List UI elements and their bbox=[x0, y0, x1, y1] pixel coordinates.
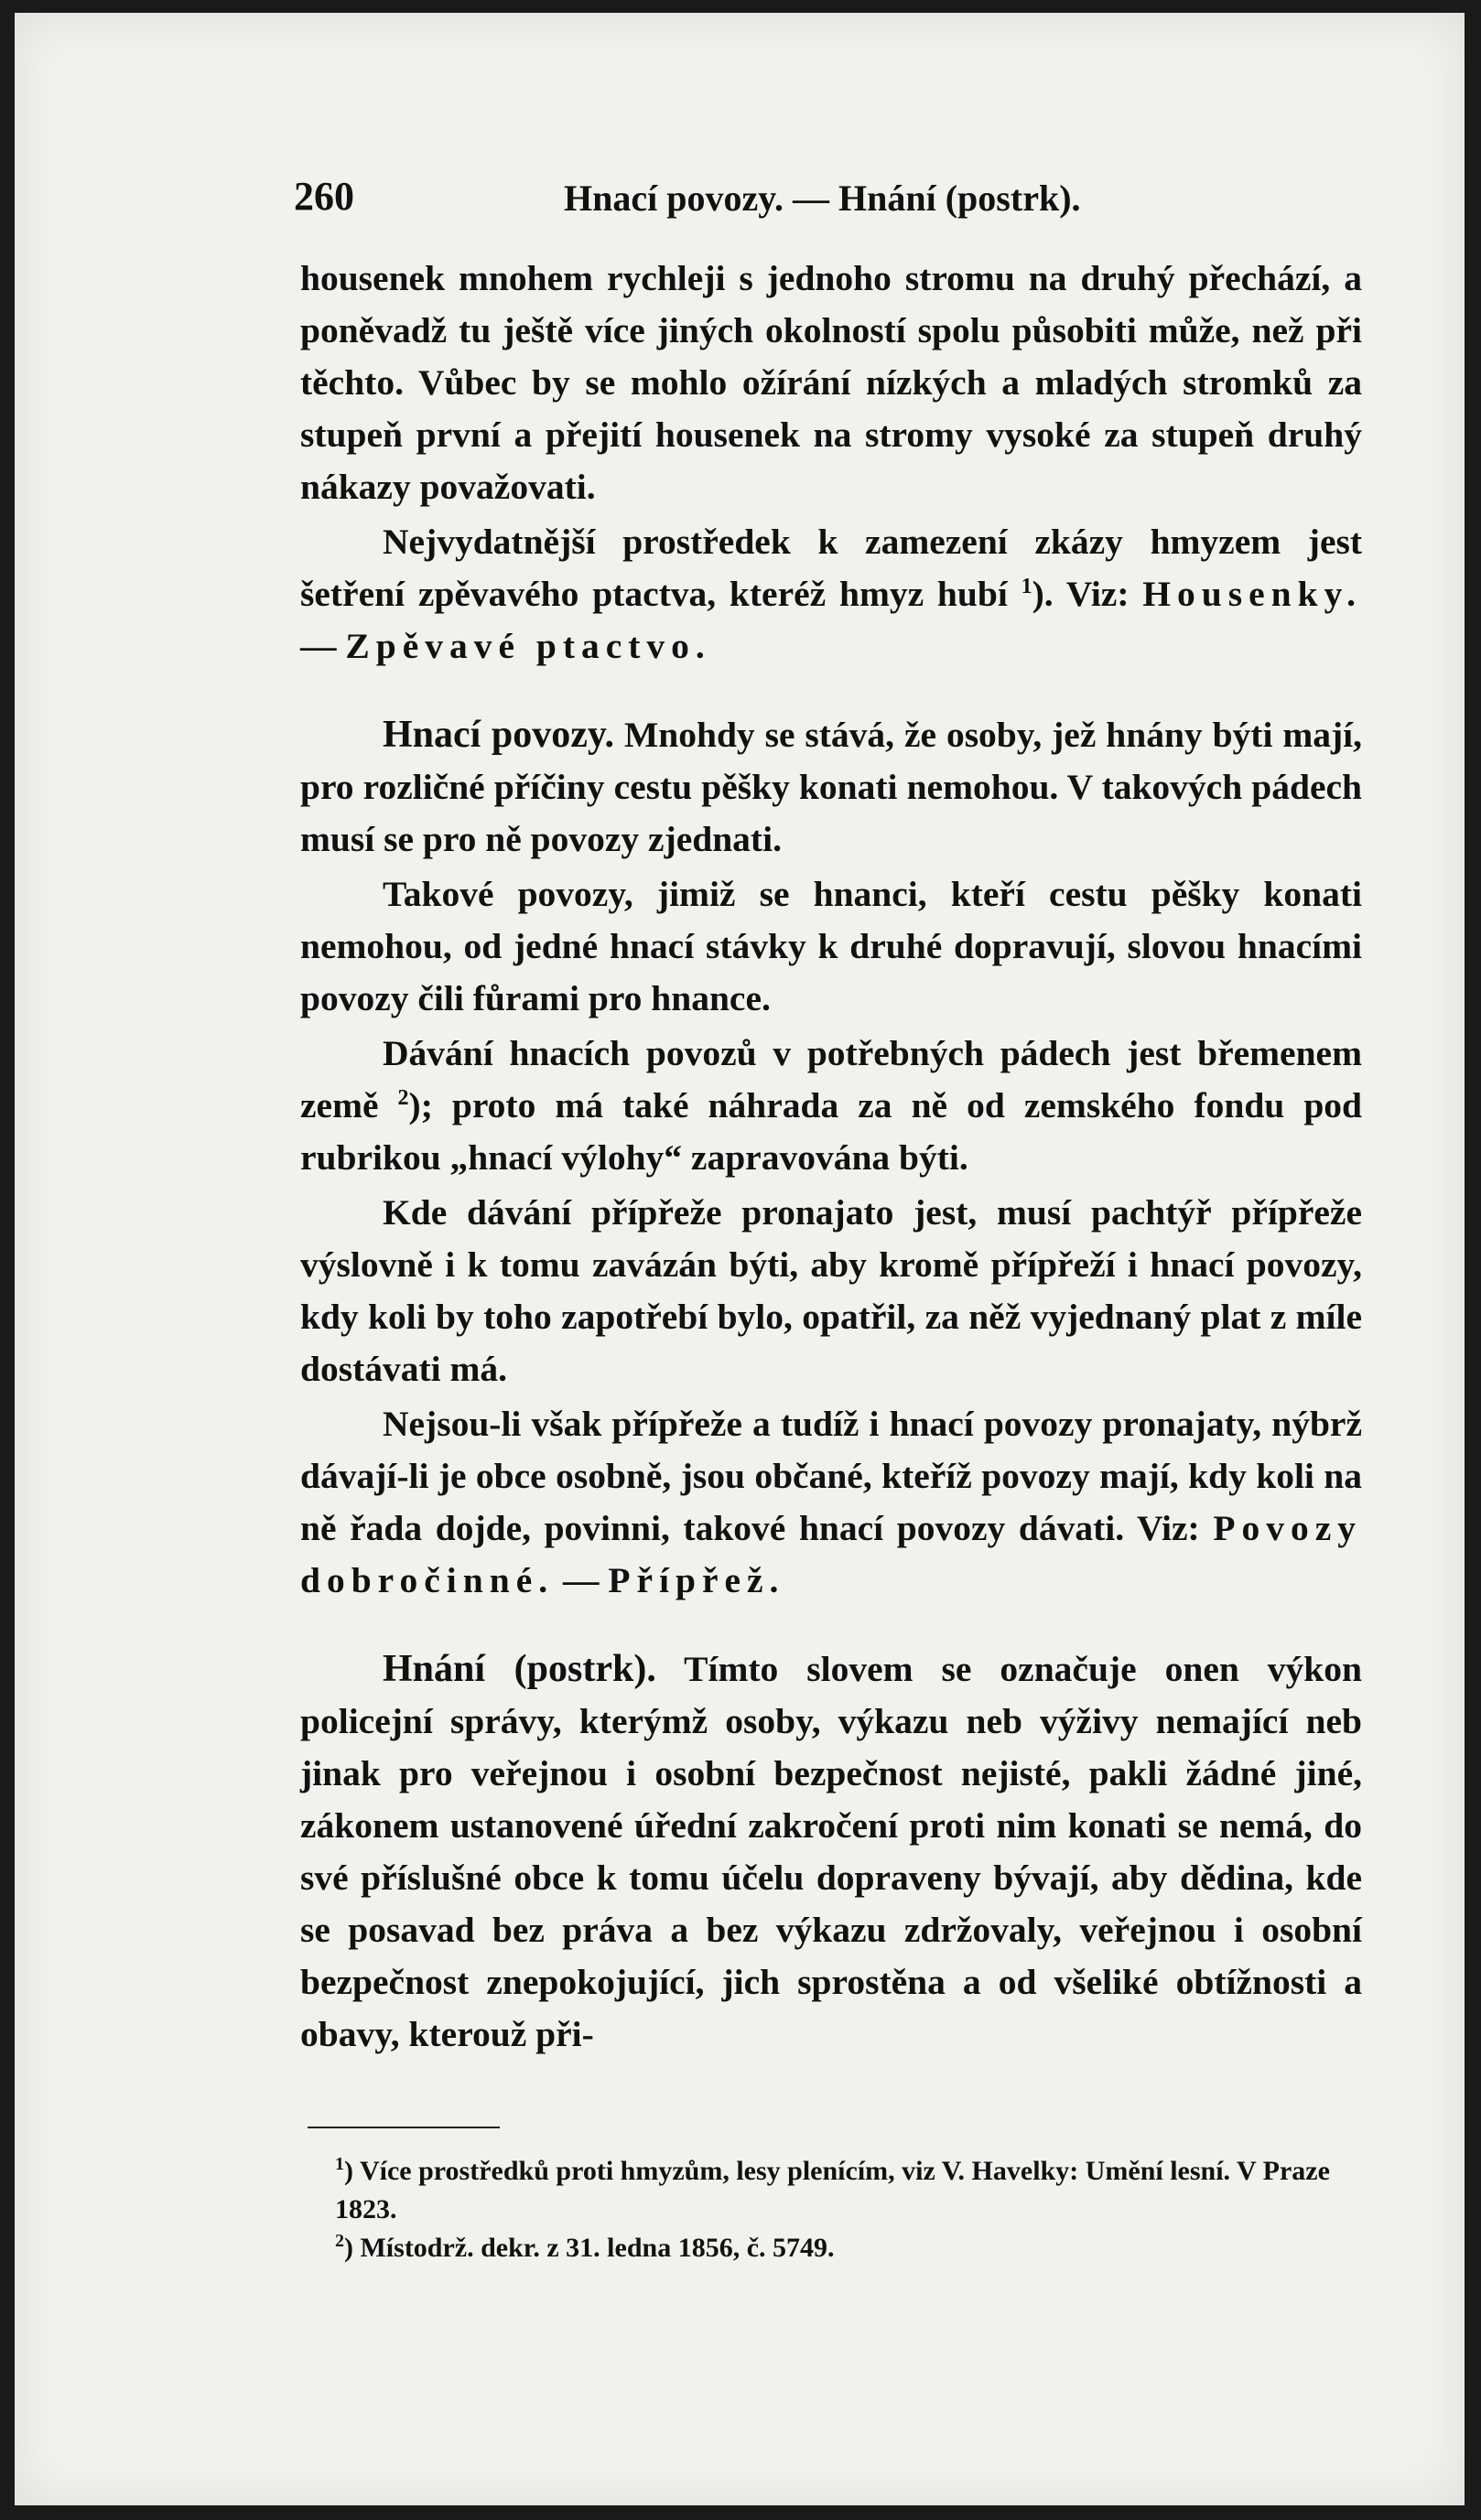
dash: — bbox=[300, 626, 337, 666]
footnote bbox=[335, 2229, 1360, 2267]
paragraph-text: Dávání hnacích povozů v potřebných pádech jest břemenem země bbox=[300, 1033, 1362, 1125]
footnote-ref: 2 bbox=[397, 1085, 409, 1110]
entry-paragraph bbox=[300, 1643, 1362, 2061]
entry-title: Hnání (postrk). bbox=[383, 1648, 656, 1690]
paragraph bbox=[300, 516, 1362, 673]
footnote-mark: 1 bbox=[335, 2154, 344, 2174]
paragraph: housenek mnohem rychleji s jednoho stromu na druhý přechází, a poněvadž tu ještě více jiných okolností spolu působiti může, než při těchto. Vůbec by se mohlo ožírání nízkých a mladých stromků za stupeň první a přejití housenek na stromy vysoké za stupeň druhý nákazy považovati. bbox=[300, 258, 1362, 507]
paragraph: Kde dávání přípřeže pronajato jest, musí pachtýř přípřeže výslovně i k tomu zavázán býti, aby kromě přípřeží i hnací povozy, kdy koli by toho zapotřebí bylo, opatřil, za něž vyjednaný plat z míle dostávati má. bbox=[300, 1192, 1362, 1389]
main-text bbox=[300, 253, 1362, 2061]
footnote bbox=[335, 2152, 1360, 2229]
footnote-divider bbox=[308, 2127, 500, 2128]
cross-reference: Povozy dobročinné. bbox=[300, 1508, 1362, 1600]
paragraph-text: Nejsou-li však přípřeže a tudíž i hnací povozy pronajaty, nýbrž dávají-li je obce osobně, jsou občané, kteříž povozy mají, kdy koli na ně řada dojde, povinni, takové hnací povozy dávati. Viz: bbox=[300, 1404, 1362, 1548]
cross-reference: Zpěvavé ptactvo. bbox=[345, 626, 711, 666]
paragraph-text: Mnohdy se stává, že osoby, jež hnány býti mají, pro rozličné příčiny cestu pěšky konati nemohou. V takových pádech musí se pro ně povozy zjednati. bbox=[300, 715, 1362, 859]
dash: — bbox=[562, 1560, 600, 1600]
paragraph-text: Nejvydatnější prostředek k zamezení zkázy hmyzem jest šetření zpěvavého ptactva, kteréž hmyz hubí bbox=[300, 522, 1362, 614]
footnote-mark: 2 bbox=[335, 2231, 344, 2251]
footnote-text: ) Více prostředků proti hmyzům, lesy plenícím, viz V. Havelky: Umění lesní. V Praze 1823. bbox=[335, 2156, 1330, 2224]
paragraph bbox=[300, 1398, 1362, 1607]
cross-reference: Přípřež. bbox=[608, 1560, 785, 1600]
footnote-text: ) Místodrž. dekr. z 31. ledna 1856, č. 5749. bbox=[344, 2233, 835, 2263]
paragraph-text: ). Viz: bbox=[1032, 574, 1130, 614]
paragraph-text: ); proto má také náhrada za ně od zemského fondu pod rubrikou „hnací výlohy“ zapravována býti. bbox=[300, 1085, 1363, 1178]
page-number: 260 bbox=[294, 174, 354, 219]
footnotes bbox=[335, 2152, 1360, 2267]
entry-title: Hnací povozy. bbox=[383, 714, 615, 756]
running-title: Hnací povozy. — Hnání (postrk). bbox=[564, 178, 1081, 219]
footnote-ref: 1 bbox=[1021, 574, 1032, 598]
page-header bbox=[294, 173, 1346, 228]
paragraph bbox=[300, 1028, 1362, 1184]
paragraph: Takové povozy, jimiž se hnanci, kteří cestu pěšky konati nemohou, od jedné hnací stávky k druhé dopravují, slovou hnacími povozy čili fůrami pro hnance. bbox=[300, 874, 1362, 1018]
cross-reference: Housenky. bbox=[1142, 574, 1363, 614]
book-page bbox=[15, 13, 1465, 2505]
entry-paragraph bbox=[300, 709, 1362, 866]
paragraph-text: Tímto slovem se označuje onen výkon policejní správy, kterýmž osoby, výkazu neb výživy nemající neb jinak pro veřejnou i osobní bezpečnost nejisté, pakli žádné jiné, zákonem ustanovené úřední zakročení proti nim konati se nemá, do své příslušné obce k tomu účelu dopraveny bývají, aby dědina, kde se posavad bez práva a bez výkazu zdržovaly, veřejnou i osobní bezpečnost znepokojující, jich sprostěna a od všeliké obtížnosti a obavy, kterouž při- bbox=[300, 1649, 1362, 2054]
